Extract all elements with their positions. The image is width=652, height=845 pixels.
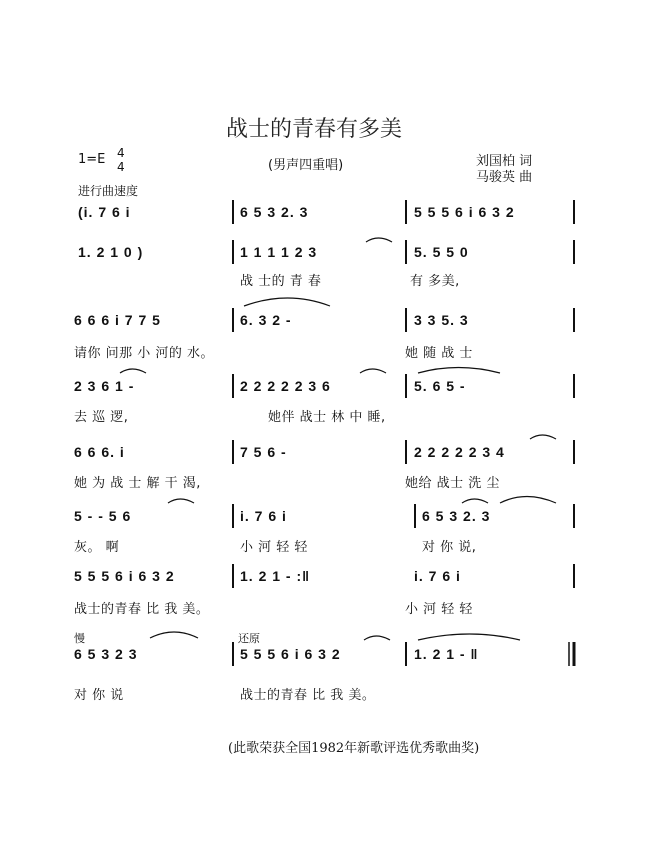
notes-measure: 3 3 5. 3 [414, 312, 469, 328]
slur-arc [418, 368, 500, 374]
subtitle: (男声四重唱) [268, 158, 344, 173]
notes-measure: 5 5 5 6 i 6 3 2 [240, 646, 341, 662]
barline [232, 642, 234, 666]
lyrics-row-4 [0, 406, 652, 426]
lyrics-row-2 [0, 270, 652, 290]
slur-arc [244, 298, 330, 306]
barline [232, 440, 234, 464]
notation-row-4 [0, 374, 652, 404]
notes-measure: 6 5 3 2. 3 [240, 204, 309, 220]
lyric-line: 她 随 战 士 [405, 346, 473, 361]
lyric-line: 对 你 说 [74, 688, 124, 703]
notes-measure: 6 6 6. i [74, 444, 125, 460]
notes-measure: 1 1 1 1 2 3 [240, 244, 318, 260]
lyric-line: 灰。 啊 [74, 540, 120, 555]
notes-measure: 6 6 6 i 7 7 5 [74, 312, 161, 328]
notes-measure: 5 5 5 6 i 6 3 2 [414, 204, 515, 220]
lyricist-credit: 刘国柏 词 [476, 154, 533, 169]
lyrics-row-3 [0, 342, 652, 362]
lyric-line: 去 巡 逻, [74, 410, 129, 425]
lyrics-row-7 [0, 598, 652, 618]
slur-arc [462, 499, 488, 503]
lyric-line: 小 河 轻 轻 [405, 602, 473, 617]
slur-arc [530, 435, 556, 439]
barline [414, 504, 416, 528]
lyric-line: 有 多美, [410, 274, 460, 289]
time-signature-top: 4 [117, 146, 125, 160]
notation-row-7 [0, 564, 652, 594]
key-signature: 1=E [78, 152, 106, 167]
lyric-line: 战士的青春 比 我 美。 [240, 688, 376, 703]
barline [232, 374, 234, 398]
notation-row-2 [0, 240, 652, 270]
barline [405, 240, 407, 264]
lyric-line: 战士的青春 比 我 美。 [74, 602, 210, 617]
barline [405, 374, 407, 398]
notes-measure: 1. 2 1 - :‖ [240, 568, 311, 584]
notes-measure: 2 2 2 2 2 3 4 [414, 444, 505, 460]
lyrics-row-6 [0, 536, 652, 556]
notes-measure: 5. 6 5 - [414, 378, 466, 394]
lyric-line: 对 你 说, [422, 540, 477, 555]
notes-measure: 6. 3 2 - [240, 312, 292, 328]
lyric-line: 战 士的 青 春 [240, 274, 322, 289]
lyric-line: 她伴 战士 林 中 睡, [268, 410, 386, 425]
barline [573, 240, 575, 264]
notation-row-8 [0, 642, 652, 672]
barline [232, 200, 234, 224]
notation-row-1 [0, 200, 652, 230]
barline [573, 374, 575, 398]
barline [573, 308, 575, 332]
notes-measure: i. 7 6 i [240, 508, 287, 524]
composer-credit: 马骏英 曲 [476, 170, 533, 185]
lyric-line: 请你 问那 小 河的 水。 [74, 346, 215, 361]
barline [232, 240, 234, 264]
lyrics-row-5 [0, 472, 652, 492]
slur-arc [150, 632, 198, 638]
barline [573, 504, 575, 528]
slur-arc [418, 634, 520, 640]
barline [573, 200, 575, 224]
slur-arc [364, 636, 390, 640]
notation-row-5 [0, 440, 652, 470]
tempo-restore-marker: 还原 [238, 632, 260, 645]
barline [405, 642, 407, 666]
barline [405, 308, 407, 332]
notes-measure: 1. 2 1 0 ) [78, 244, 144, 260]
barline [232, 564, 234, 588]
notes-measure: 2 3 6 1 - [74, 378, 135, 394]
notation-row-6 [0, 504, 652, 534]
notes-measure: 1. 2 1 - ‖ [414, 646, 479, 662]
notes-measure: 5. 5 5 0 [414, 244, 469, 260]
notes-measure: 6 5 3 2 3 [74, 646, 138, 662]
slur-arc [120, 369, 146, 373]
song-title: 战士的青春有多美 [226, 117, 403, 142]
barline [573, 440, 575, 464]
notes-measure: i. 7 6 i [414, 568, 461, 584]
notes-measure: 6 5 3 2. 3 [422, 508, 491, 524]
lyrics-row-8 [0, 684, 652, 704]
barline [405, 440, 407, 464]
barline [573, 564, 575, 588]
barline [232, 308, 234, 332]
notes-measure: (i. 7 6 i [78, 204, 131, 220]
notes-measure: 5 - - 5 6 [74, 508, 132, 524]
slur-arc [500, 497, 556, 504]
tempo-marking: 进行曲速度 [78, 184, 139, 198]
lyric-line: 她 为 战 士 解 干 渴, [74, 476, 201, 491]
notes-measure: 7 5 6 - [240, 444, 287, 460]
slur-arc [168, 499, 194, 503]
time-signature-bottom: 4 [117, 160, 125, 174]
award-note: (此歌荣获全国1982年新歌评选优秀歌曲奖) [228, 741, 480, 756]
lyric-line: 小 河 轻 轻 [240, 540, 308, 555]
notes-measure: 5 5 5 6 i 6 3 2 [74, 568, 175, 584]
lyric-line: 她给 战士 洗 尘 [405, 476, 500, 491]
slur-arc [360, 369, 386, 373]
barline [232, 504, 234, 528]
notes-measure: 2 2 2 2 2 3 6 [240, 378, 331, 394]
barline [405, 200, 407, 224]
tempo-slow-marker: 慢 [74, 632, 85, 645]
notation-row-3 [0, 308, 652, 338]
